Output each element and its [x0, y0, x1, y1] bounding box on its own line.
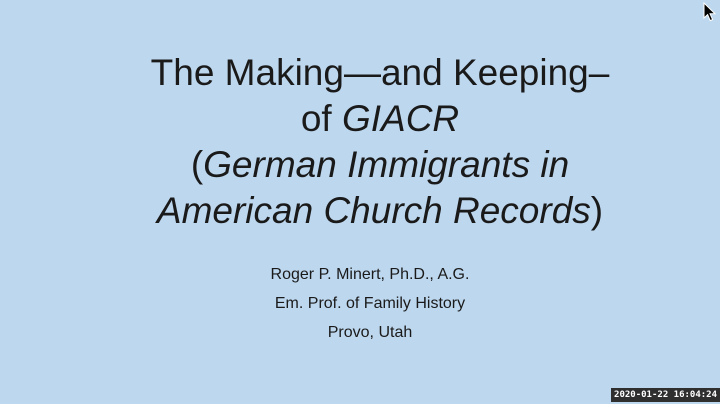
- title-line-2: [0, 96, 720, 142]
- author-name: Roger P. Minert, Ph.D., A.G.: [270, 266, 470, 283]
- author-position: Em. Prof. of Family History: [274, 295, 466, 312]
- title-line-1: The Making—and Keeping–: [150, 52, 610, 93]
- mouse-pointer-icon: [703, 2, 717, 22]
- slide-subtitle: [0, 260, 720, 347]
- slide-title: [0, 50, 720, 234]
- title-expansion-part-1: German Immigrants in: [203, 144, 570, 185]
- title-line-2-prefix: of: [300, 98, 342, 139]
- title-line-4: [0, 188, 720, 234]
- title-open-paren: (: [190, 144, 204, 185]
- title-line-3: [0, 142, 720, 188]
- title-expansion-part-2: American Church Records: [156, 190, 591, 231]
- title-acronym: GIACR: [341, 98, 460, 139]
- author-location: Provo, Utah: [327, 324, 413, 341]
- title-close-paren: ): [590, 190, 604, 231]
- recording-timestamp: 2020-01-22 16:04:24: [611, 388, 720, 402]
